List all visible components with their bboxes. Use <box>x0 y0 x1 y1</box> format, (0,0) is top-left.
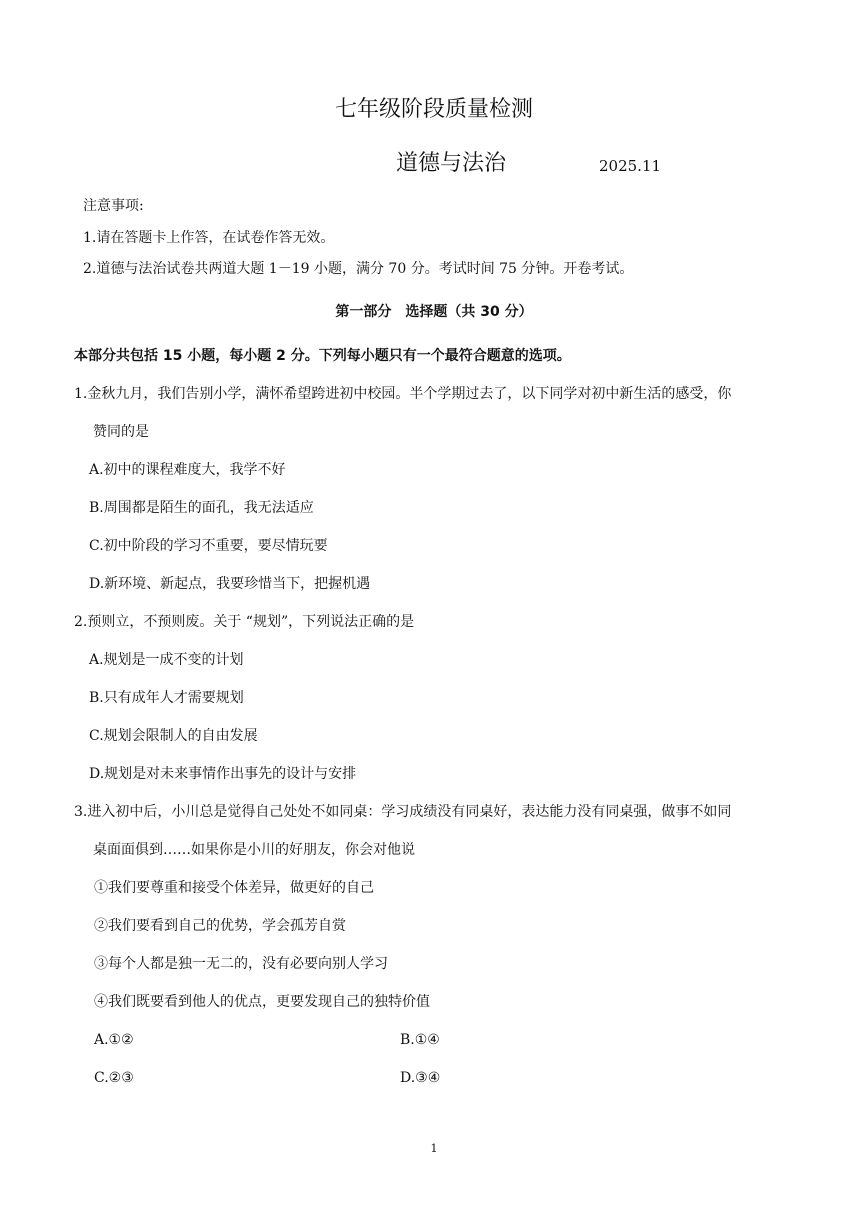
question-1-option-d: D.新环境、新起点，我要珍惜当下，把握机遇 <box>89 576 371 592</box>
question-2-option-d: D.规划是对未来事情作出事先的设计与安排 <box>89 766 357 782</box>
question-2-option-b: B.只有成年人才需要规划 <box>89 690 244 706</box>
subject-title: 道德与法治 <box>396 151 507 176</box>
exam-date: 2025.11 <box>599 157 662 175</box>
question-1-option-b: B.周围都是陌生的面孔，我无法适应 <box>89 500 314 516</box>
question-3-stem-line-2: 桌面面俱到……如果你是小川的好朋友，你会对他说 <box>93 842 415 858</box>
question-3-option-d: D.③④ <box>400 1070 441 1086</box>
question-1-option-c: C.初中阶段的学习不重要，要尽情玩要 <box>89 538 328 554</box>
question-3-statement-1: ①我们要尊重和接受个体差异，做更好的自己 <box>94 880 374 896</box>
question-2-option-a: A.规划是一成不变的计划 <box>89 652 244 668</box>
exam-title: 七年级阶段质量检测 <box>334 97 533 122</box>
question-1-option-a: A.初中的课程难度大，我学不好 <box>89 462 286 478</box>
notice-heading: 注意事项: <box>83 198 144 214</box>
question-3-statement-4: ④我们既要看到他人的优点，更要发现自己的独特价值 <box>94 994 430 1010</box>
question-1-stem-line-2: 赞同的是 <box>93 424 149 440</box>
section-instruction: 本部分共包括 15 小题，每小题 2 分。下列每小题只有一个最符合题意的选项。 <box>74 348 571 364</box>
notice-item-1: 1.请在答题卡上作答，在试卷作答无效。 <box>83 230 335 246</box>
question-3-statement-2: ②我们要看到自己的优势，学会孤芳自赏 <box>94 918 346 934</box>
notice-item-2: 2.道德与法治试卷共两道大题 1－19 小题，满分 70 分。考试时间 75 分钟。开卷考试。 <box>83 261 634 277</box>
question-1-stem-line-1: 1.金秋九月，我们告别小学，满怀希望跨进初中校园。半个学期过去了，以下同学对初中新生活的感受，你 <box>74 386 732 402</box>
page-number: 1 <box>430 1142 438 1155</box>
subject-row <box>0 150 868 180</box>
section-title: 第一部分 选择题（共 30 分） <box>335 304 533 320</box>
question-2-stem: 2.预则立，不预则废。关于 “规划”，下列说法正确的是 <box>74 614 415 630</box>
question-3-option-b: B.①④ <box>400 1032 440 1048</box>
question-2-option-c: C.规划会限制人的自由发展 <box>89 728 258 744</box>
question-3-stem-line-1: 3.进入初中后，小川总是觉得自己处处不如同桌：学习成绩没有同桌好，表达能力没有同桌强，做事不如同 <box>74 804 732 820</box>
question-3-statement-3: ③每个人都是独一无二的，没有必要向别人学习 <box>94 956 388 972</box>
question-3-option-c: C.②③ <box>94 1070 134 1086</box>
question-3-option-a: A.①② <box>94 1032 134 1048</box>
